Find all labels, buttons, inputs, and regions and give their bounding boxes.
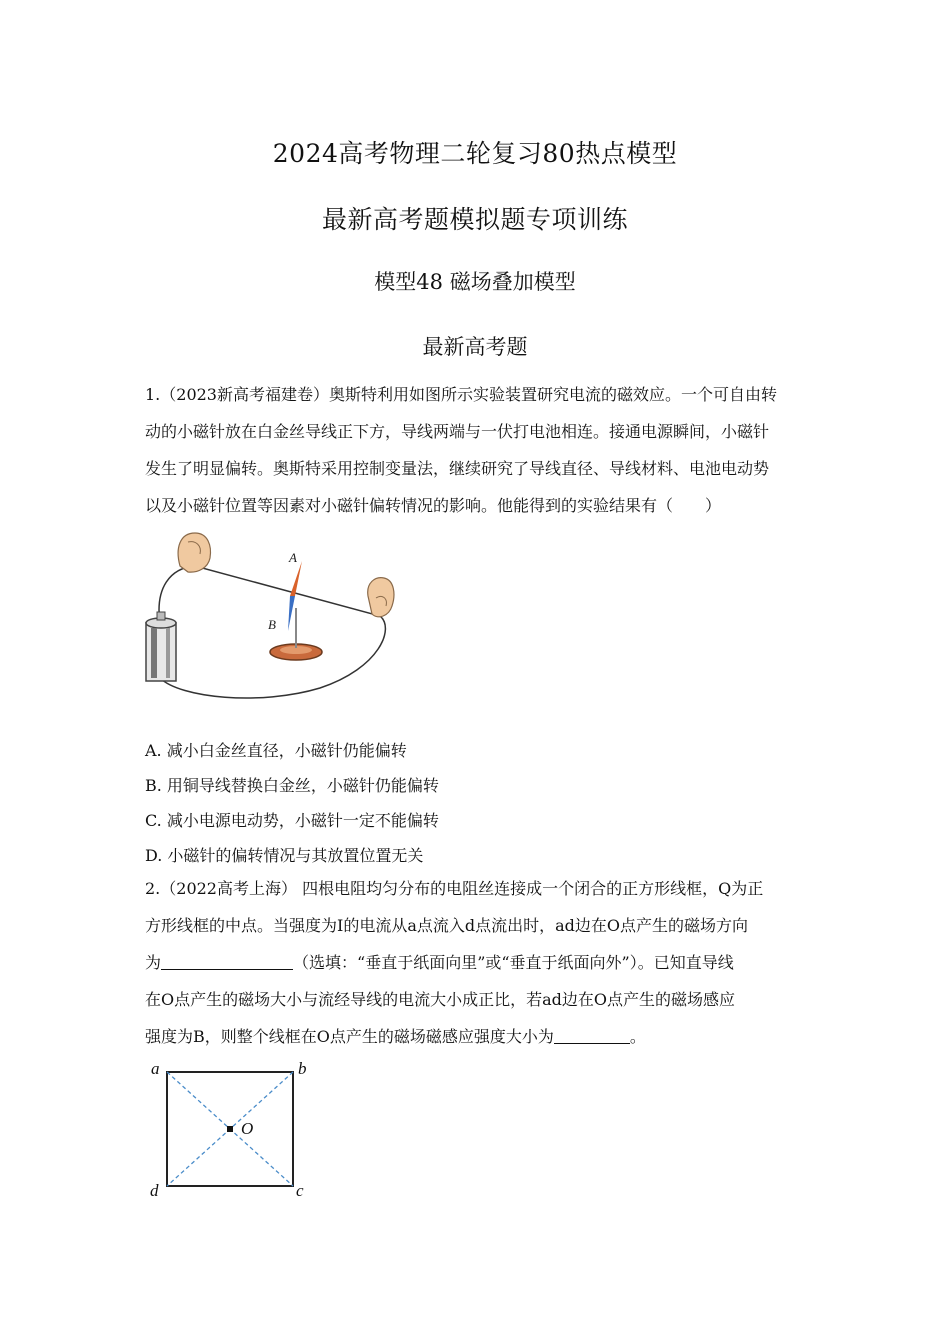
label-c: c: [296, 1181, 304, 1200]
answer-blank-direction[interactable]: [161, 953, 293, 970]
model-title: 模型48 磁场叠加模型: [374, 270, 576, 294]
question-2-line: [145, 1018, 810, 1055]
option-b: B. 用铜导线替换白金丝，小磁针仍能偏转: [145, 776, 439, 795]
question-1-line: 1.（2023新高考福建卷）奥斯特利用如图所示实验装置研究电流的磁效应。一个可自由转: [145, 385, 777, 404]
line3-pre: 为: [145, 953, 162, 972]
label-a: a: [151, 1059, 160, 1078]
question-2-line: 2.（2022高考上海） 四根电阻均匀分布的电阻丝连接成一个闭合的正方形线框，Q为正: [145, 879, 764, 898]
document-subtitle: 最新高考题模拟题专项训练: [321, 205, 628, 234]
left-hand: [178, 533, 210, 572]
label-b: B: [268, 617, 276, 632]
needle-north-half: [290, 561, 302, 596]
label-o: O: [241, 1119, 254, 1138]
question-1-text: [145, 376, 810, 524]
document-title: 2024高考物理二轮复习80热点模型: [272, 139, 678, 168]
circuit-wire: [159, 566, 385, 698]
square-frame-figure: [145, 1058, 320, 1203]
question-1-line: 以及小磁针位置等因素对小磁针偏转情况的影响。他能得到的实验结果有（ ）: [145, 496, 722, 515]
oersted-experiment-figure: [140, 528, 402, 714]
battery: [146, 612, 176, 681]
label-d: d: [150, 1181, 159, 1200]
option-a: A. 减小白金丝直径，小磁针仍能偏转: [145, 741, 407, 760]
line5-pre: 强度为B，则整个线框在O点产生的磁场磁感应强度大小为: [145, 1027, 554, 1046]
right-hand: [368, 578, 394, 617]
needle-south-half: [288, 596, 295, 631]
question-1-line: 发生了明显偏转。奥斯特采用控制变量法，继续研究了导线直径、导线材料、电池电动势: [145, 459, 770, 478]
line3-post: （选填：“垂直于纸面向里”或“垂直于纸面向外”）。已知直导线: [293, 953, 734, 972]
question-2-line: 在O点产生的磁场大小与流经导线的电流大小成正比，若ad边在O点产生的磁场感应: [145, 990, 736, 1009]
question-2-line: 方形线框的中点。当强度为I的电流从a点流入d点流出时，ad边在O点产生的磁场方向: [145, 916, 749, 935]
label-b: b: [298, 1059, 307, 1078]
option-d: D. 小磁针的偏转情况与其放置位置无关: [145, 846, 424, 865]
section-title: 最新高考题: [422, 335, 528, 359]
label-a: A: [289, 550, 297, 565]
option-c: C. 减小电源电动势，小磁针一定不能偏转: [145, 811, 439, 830]
question-2-text: [145, 870, 810, 1055]
question-2-line: [145, 944, 810, 981]
center-point: [227, 1126, 233, 1132]
answer-blank-magnitude[interactable]: [554, 1027, 630, 1044]
question-1-line: 动的小磁针放在白金丝导线正下方，导线两端与一伏打电池相连。接通电源瞬间，小磁针: [145, 422, 770, 441]
line5-post: 。: [629, 1027, 646, 1046]
